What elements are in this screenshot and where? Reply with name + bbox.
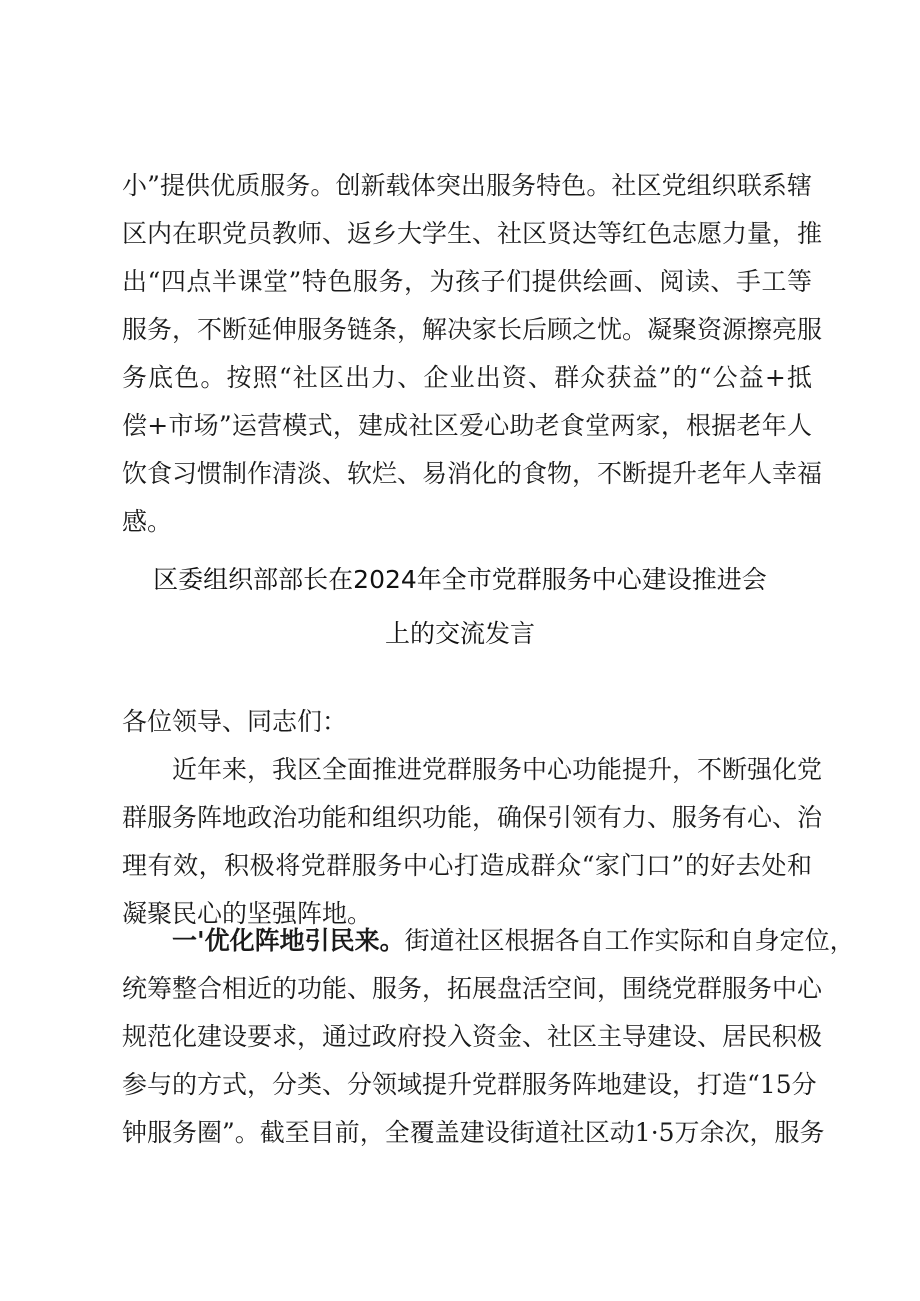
section-1	[122, 917, 855, 1157]
text-line: 服务，不断延伸服务链条，解决家长后顾之忧。凝聚资源擦亮服	[122, 315, 823, 344]
text-line: 钟服务圈”。截至目前，全覆盖建设街道社区动1·5万余次，服务	[122, 1118, 825, 1147]
text-line: 参与的方式，分类、分领域提升党群服务阵地建设，打造“15分	[122, 1070, 817, 1099]
article-body	[122, 698, 823, 938]
text-line: 近年来，我区全面推进党群服务中心功能提升，不断强化党	[172, 755, 823, 784]
text-line: 偿+市场”运营模式，建成社区爱心助老食堂两家，根据老年人	[122, 411, 812, 440]
text-line: 务底色。按照“社区出力、企业出资、群众获益”的“公益+抵	[122, 363, 812, 392]
text-line: 理有效，积极将党群服务中心打造成群众“家门口”的好去处和	[122, 851, 812, 880]
text-line: 区内在职党员教师、返乡大学生、社区贤达等红色志愿力量，推	[122, 219, 823, 248]
text-line: 统筹整合相近的功能、服务，拓展盘活空间，围绕党群服务中心	[122, 974, 823, 1003]
text-line: 规范化建设要求，通过政府投入资金、社区主导建设、居民积极	[122, 1022, 823, 1051]
article-title-line-2: 上的交流发言	[384, 619, 535, 648]
text-line: 出“四点半课堂”特色服务，为孩子们提供绘画、阅读、手工等	[122, 267, 812, 296]
section-1-first-line	[122, 917, 855, 965]
article-title-line-1: 区委组织部部长在2024年全市党群服务中心建设推进会	[153, 565, 767, 594]
text-line: 饮食习惯制作清淡、软烂、易消化的食物，不断提升老年人幸福	[122, 459, 823, 488]
text-line: 群服务阵地政治功能和组织功能，确保引领有力、服务有心、治	[122, 803, 823, 832]
text-line: 小”提供优质服务。创新载体突出服务特色。社区党组织联系辖	[122, 171, 812, 200]
section-1-first-line-text: 街道社区根据各自工作实际和自身定位，	[404, 926, 855, 955]
text-line: 凝聚民心的坚强阵地。	[122, 899, 373, 928]
text-line: 感。	[122, 507, 173, 536]
salutation: 各位领导、同志们：	[122, 707, 348, 736]
continued-paragraph	[122, 162, 823, 546]
section-1-heading: 一'优化阵地引民来。	[172, 926, 405, 955]
